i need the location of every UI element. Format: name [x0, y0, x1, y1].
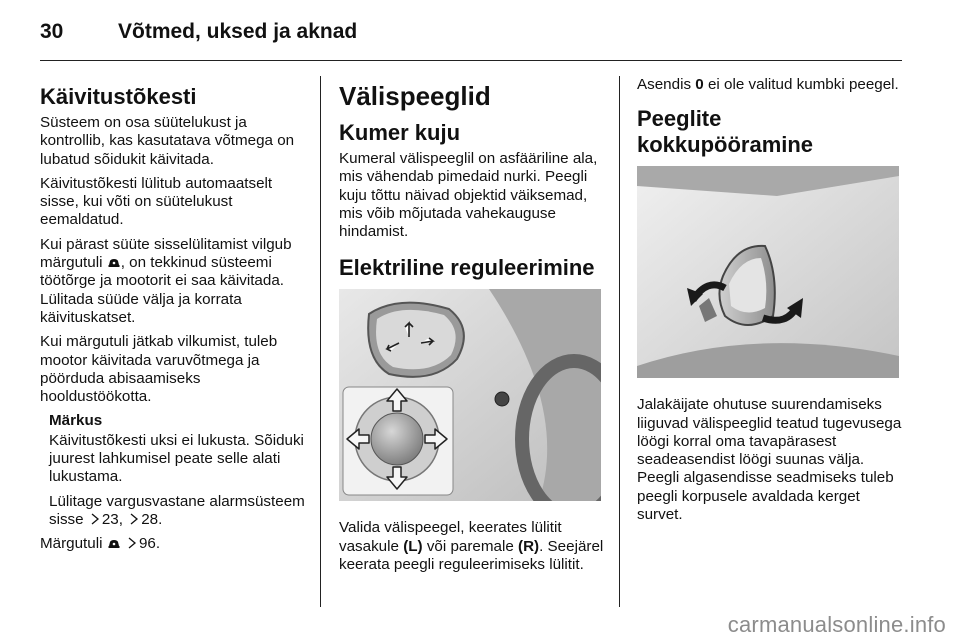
text-run: Lülitage vargusvastane alarmsüsteem sisse [49, 492, 305, 528]
paragraph: Kumeral välispeeglil on asfääriline ala, mis vähendab pimedaid nurki. Peegli kuju tõttu näivad objektid väiksemad, mis võib mõjutada vahekauguse hindamist. [339, 150, 598, 241]
page-reference-link[interactable]: 96. [138, 535, 161, 553]
section-heading-mirrors: Välispeeglid [339, 81, 491, 111]
car-key-icon [107, 537, 121, 549]
arrow-reference-icon [90, 513, 100, 525]
text-run: , on tekkinud süsteemi töötõrge ja mootorit ei saa käivitada. Lülitada süüde välja ja korrata käivituskatset. [40, 254, 284, 326]
text-run: ei ole valitud kumbki peegel. [707, 76, 899, 93]
paragraph [637, 76, 902, 94]
text-run: . Seejärel keerata peegli reguleerimiseks lülitit. [339, 537, 604, 574]
watermark: carmanualsonline.info [727, 612, 946, 637]
paragraph [339, 519, 604, 574]
text-run: Valida välispeegel, keerates lülitit vasakule [339, 519, 562, 555]
column-divider-2 [619, 76, 620, 607]
note-paragraph: Käivitustõkesti uksi ei lukusta. Sõiduki juurest lahkumisel peate selle alati lukustama. [49, 431, 304, 486]
text-run-bold: (L) [403, 537, 423, 555]
page-number: 30 [40, 20, 64, 43]
subheading-electric: Elektriline reguleerimine [339, 255, 595, 281]
paragraph: Süsteem on osa süütelukust ja kontrollib, kas kasutatava võtmega on lubatud sõidukit käivitada. [40, 114, 295, 168]
paragraph: Käivitustõkesti lülitub automaatselt sisse, kui võti on süütelukust eemaldatud. [40, 174, 273, 229]
note-box [49, 412, 312, 529]
text-run: Asendis [637, 76, 692, 93]
text-run: Kui pärast süüte sisselülitamist vilgub märgutuli [40, 235, 292, 272]
note-paragraph [49, 493, 312, 530]
column-immobiliser [40, 76, 312, 560]
text-run-bold: 0 [695, 76, 704, 93]
running-title: Võtmed, uksed ja aknad [118, 20, 358, 43]
arrow-reference-icon [129, 513, 139, 525]
mirror-folding-illustration [637, 166, 899, 378]
page-reference-link[interactable]: 23, [101, 510, 123, 528]
page-reference-link[interactable]: 28. [141, 510, 163, 528]
column-divider-1 [320, 76, 321, 607]
column-folding [637, 76, 902, 530]
paragraph: Jalakäijate ohutuse suurendamiseks liiguvad välispeeglid teatud tugevusega löögi korral oma tavapärasest seadeasendist löögi suunas välja. Peegli algasendisse seadmiseks tuleb peegli korpusele avaldada kerget survet. [637, 396, 902, 524]
arrow-reference-icon [127, 537, 137, 549]
paragraph [40, 236, 312, 327]
car-key-icon [107, 256, 121, 268]
section-heading-immobiliser: Käivitustõkesti [40, 84, 197, 109]
mirror-switch-illustration [339, 289, 601, 501]
subheading-convex: Kumer kuju [339, 120, 461, 145]
section-heading-folding: Peeglite kokkupööramine [637, 106, 814, 158]
page-header [40, 14, 920, 48]
text-run-bold: (R) [518, 537, 540, 555]
note-title: Märkus [49, 412, 103, 430]
column-mirrors [339, 76, 604, 580]
text-run: Märgutuli [40, 535, 103, 553]
text-run: või paremale [426, 537, 514, 555]
paragraph: Kui märgutuli jätkab vilkumist, tuleb mootor käivitada varuvõtmega ja pöörduda abisaamiseks hooldustöökotta. [40, 333, 278, 406]
paragraph [40, 535, 312, 553]
header-rule [40, 60, 902, 61]
